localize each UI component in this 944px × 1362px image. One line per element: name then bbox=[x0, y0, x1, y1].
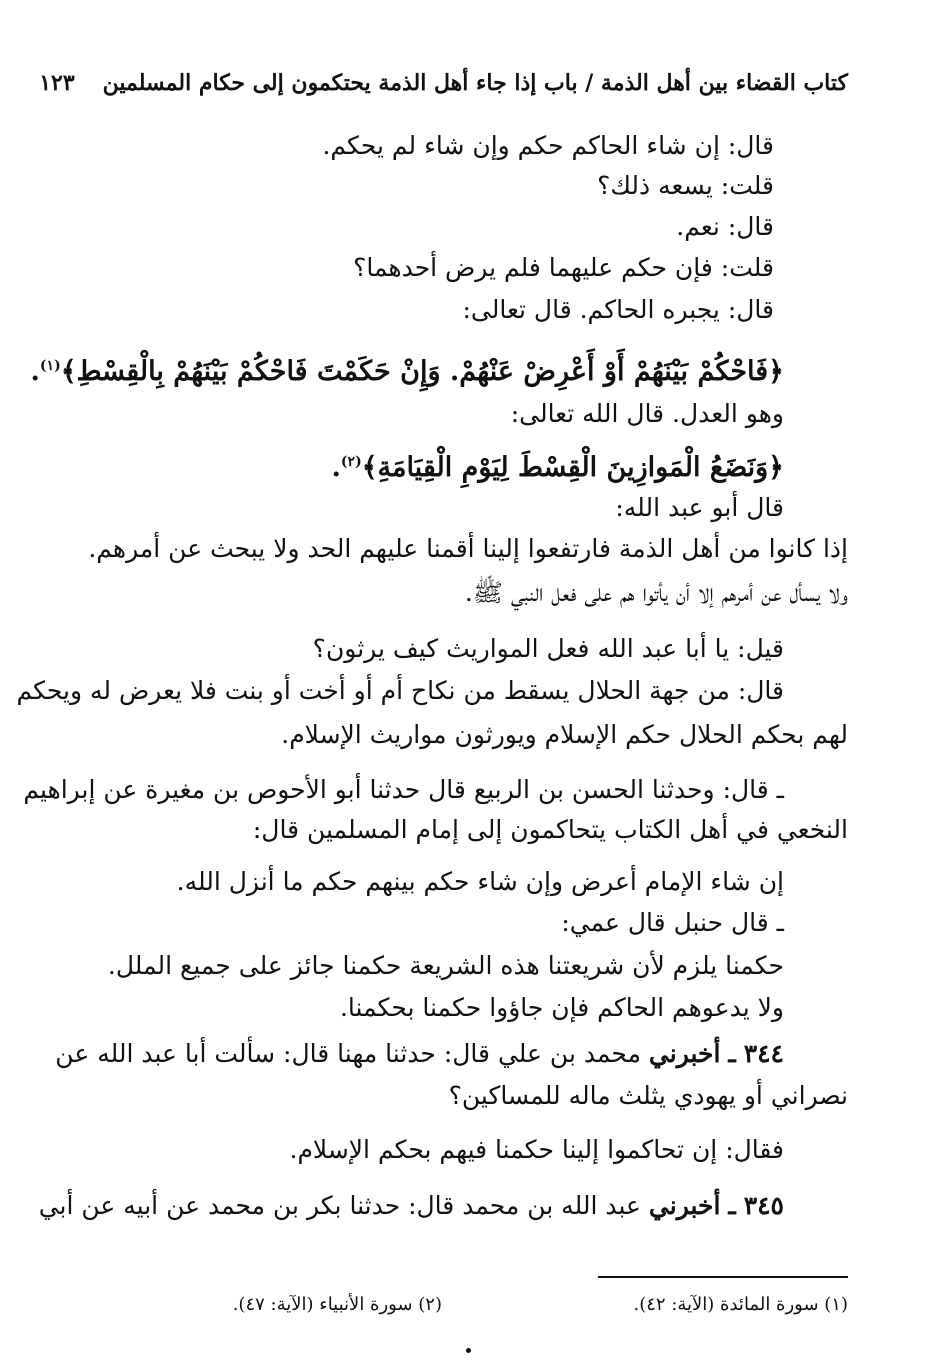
text-line: حكمنا يلزم لأن شريعتنا هذه الشريعة حكمنا جائز على جميع الملل. bbox=[107, 951, 784, 980]
footnote-marker: (٢) bbox=[340, 454, 362, 470]
dash: ـ bbox=[728, 1191, 736, 1220]
verse-text: ﴿وَنَضَعُ الْمَوازِينَ الْقِسْطَ لِيَوْمِ الْقِيَامَةِ﴾ bbox=[361, 452, 784, 483]
hadith-345-line bbox=[38, 1186, 784, 1226]
dash: ـ bbox=[728, 1039, 736, 1068]
footnote-marker: (١) bbox=[39, 358, 61, 374]
text-fragment: قال: حدثنا مهنا قال: سألت أبا عبد الله عن bbox=[55, 1039, 490, 1068]
text-line: وهو العدل. قال الله تعالى: bbox=[510, 399, 784, 428]
text-line: قلت: يسعه ذلك؟ bbox=[597, 171, 774, 200]
text-line: قلت: فإن حكم عليهما فلم يرض أحدهما؟ bbox=[353, 253, 774, 282]
text-line: فقال: إن تحاكموا إلينا حكمنا فيهم بحكم الإسلام. bbox=[289, 1135, 784, 1164]
quran-verse bbox=[332, 442, 785, 488]
text-line: إذا كانوا من أهل الذمة فارتفعوا إلينا أقمنا عليهم الحد ولا يبحث عن أمرهم. bbox=[88, 534, 848, 563]
text-line: ولا يسأل عن أمرهم إلا أن يأتوا هم على فعل النبي ﷺ. bbox=[464, 578, 848, 607]
text-line: قيل: يا أبا عبد الله فعل المواريث كيف يرثون؟ bbox=[312, 634, 784, 663]
text-line: قال أبو عبد الله: bbox=[615, 493, 784, 522]
quran-verse bbox=[31, 346, 784, 392]
text-line: قال: من جهة الحلال يسقط من نكاح أم أو أخت أو بنت فلا يعرض له ويحكم bbox=[16, 676, 784, 705]
verse-end: . bbox=[30, 356, 40, 387]
hadith-number: ٣٤٤ bbox=[743, 1039, 784, 1068]
text-line: نصراني أو يهودي يثلث ماله للمساكين؟ bbox=[448, 1081, 848, 1110]
text-line: قال: يجبره الحاكم. قال تعالى: bbox=[462, 295, 774, 324]
narrator-name: محمد بن علي bbox=[497, 1039, 641, 1068]
hadith-number: ٣٤٥ bbox=[743, 1191, 784, 1220]
hadith-344-line bbox=[55, 1034, 784, 1074]
text-line: ـ قال: وحدثنا الحسن بن الربيع قال حدثنا أبو الأحوص بن مغيرة عن إبراهيم bbox=[23, 775, 784, 804]
keyword-akhbarani: أخبرني bbox=[648, 1039, 721, 1068]
text-line: قال: إن شاء الحاكم حكم وإن شاء لم يحكم. bbox=[322, 131, 774, 160]
verse-end: . bbox=[331, 452, 341, 483]
page-number: ١٢٣ bbox=[39, 70, 75, 96]
text-line: إن شاء الإمام أعرض وإن شاء حكم بينهم حكم ما أنزل الله. bbox=[176, 867, 784, 896]
text-line: النخعي في أهل الكتاب يتحاكمون إلى إمام المسلمين قال: bbox=[252, 815, 848, 844]
footnote-1: (١) سورة المائدة (الآية: ٤٢). bbox=[633, 1294, 848, 1315]
text-line: قال: نعم. bbox=[676, 212, 774, 241]
text-fragment: عبد الله بن محمد قال: حدثنا بكر بن محمد عن أبيه عن أبي bbox=[38, 1191, 641, 1220]
running-header bbox=[39, 66, 848, 100]
text-line: لهم بحكم الحلال حكم الإسلام ويورثون مواريث الإسلام. bbox=[281, 720, 848, 749]
keyword-akhbarani: أخبرني bbox=[648, 1191, 721, 1220]
footnote-2: (٢) سورة الأنبياء (الآية: ٤٧). bbox=[232, 1294, 442, 1315]
header-title: كتاب القضاء بين أهل الذمة / باب إذا جاء أهل الذمة يحتكمون إلى حكام المسلمين bbox=[102, 70, 848, 96]
footnote-separator bbox=[598, 1276, 848, 1278]
text-line: ولا يدعوهم الحاكم فإن جاؤوا حكمنا بحكمنا. bbox=[339, 993, 784, 1022]
verse-text: ﴿فَاحْكُمْ بَيْنَهُمْ أَوْ أَعْرِضْ عَنْهُمْ. وَإِنْ حَكَمْتَ فَاحْكُمْ بَيْنَهُمْ بِالْقِسْطِ﴾ bbox=[60, 356, 784, 387]
text-line: ـ قال حنبل قال عمي: bbox=[561, 908, 784, 937]
page-dot bbox=[466, 1348, 471, 1353]
